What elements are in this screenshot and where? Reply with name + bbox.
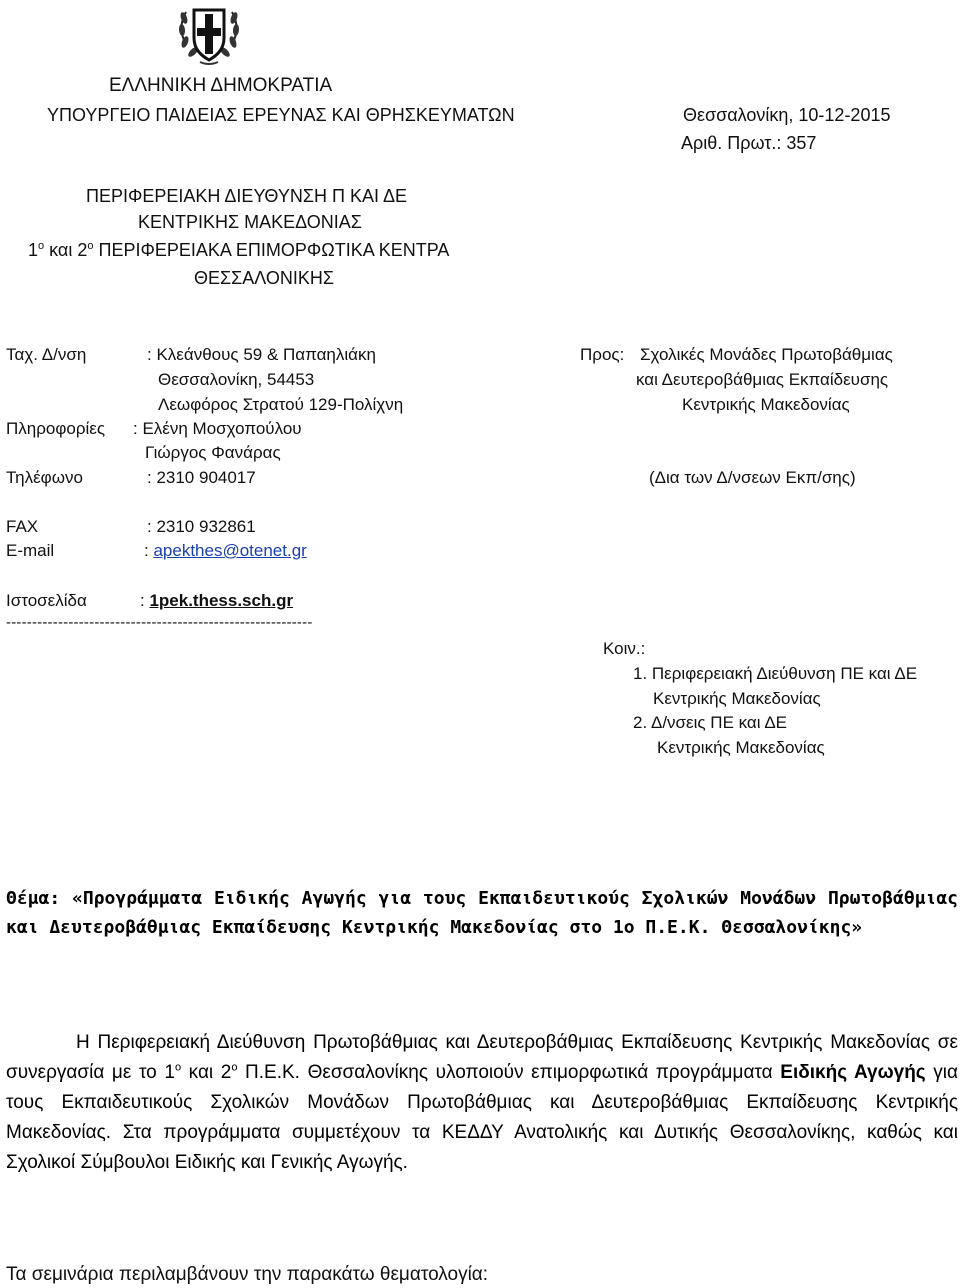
email-link[interactable]: apekthes@otenet.gr <box>153 541 307 560</box>
cc1-line1: 1. Περιφερειακή Διεύθυνση ΠΕ και ΔΕ <box>633 664 918 683</box>
email-label: E-mail <box>6 541 55 560</box>
to-line1: Σχολικές Μονάδες Πρωτοβάθμιας <box>640 345 893 364</box>
website-label: Ιστοσελίδα <box>6 591 87 610</box>
postal-line2: Θεσσαλονίκη, 54453 <box>158 370 315 389</box>
separator-line: ----------------------------------------------------------- <box>6 614 313 631</box>
website-row: : 1pek.thess.sch.gr <box>140 591 294 610</box>
postal-label: Ταχ. Δ/νση <box>6 345 87 364</box>
subject-heading: Θέμα: «Προγράμματα Ειδικής Αγωγής για τους Εκπαιδευτικούς Σχολικών Μονάδων Πρωτοβάθμιας και Δευτεροβάθμιας Εκπαίδευσης Κεντρικής Μακεδονίας στο 1ο Π.Ε.Κ. Θεσσαλονίκης» <box>6 888 958 938</box>
to-line2: και Δευτεροβάθμιας Εκπαίδευσης <box>636 370 889 389</box>
republic-title: ΕΛΛΗΝΙΚΗ ΔΗΜΟΚΡΑΤΙΑ <box>109 75 333 96</box>
cc1-line2: Κεντρικής Μακεδονίας <box>653 689 821 708</box>
city-title: ΘΕΣΣΑΛΟΝΙΚΗΣ <box>194 268 335 288</box>
fax-label: FAX <box>6 517 39 536</box>
document-date: Θεσσαλονίκη, 10-12-2015 <box>683 105 891 125</box>
info-line1: : Ελένη Μοσχοπούλου <box>133 419 302 438</box>
postal-line3: Λεωφόρος Στρατού 129-Πολίχνη <box>158 395 404 414</box>
email-row: : apekthes@otenet.gr <box>144 541 307 560</box>
info-line2: Γιώργος Φανάρας <box>145 443 281 462</box>
info-label: Πληροφορίες <box>6 419 106 438</box>
ministry-title: ΥΠΟΥΡΓΕΙΟ ΠΑΙΔΕΙΑΣ ΕΡΕΥΝΑΣ ΚΑΙ ΘΡΗΣΚΕΥΜΑΤΩΝ <box>47 105 515 125</box>
training-centers: $1^o$ και $2^o$ ΠΕΡΙΦΕΡΕΙΑΚΑ ΕΠΙΜΟΡΦΩΤΙΚΑ ΚΕΝΤΡΑ <box>28 240 450 260</box>
phone-value: : 2310 904017 <box>147 468 256 487</box>
fax-value: : 2310 932861 <box>147 517 256 536</box>
cc2-line2: Κεντρικής Μακεδονίας <box>657 738 825 757</box>
phone-label: Τηλέφωνο <box>6 468 83 487</box>
seminar-topics-intro: Τα σεμινάρια περιλαμβάνουν την παρακάτω θεματολογία: <box>6 1264 489 1285</box>
to-line3: Κεντρικής Μακεδονίας <box>682 395 850 414</box>
greek-coat-of-arms-icon <box>178 4 240 68</box>
postal-line1: : Κλεάνθους 59 & Παπαηλιάκη <box>147 345 376 364</box>
directorate-line2: ΚΕΝΤΡΙΚΗΣ ΜΑΚΕΔΟΝΙΑΣ <box>138 212 362 232</box>
website-link[interactable]: 1pek.thess.sch.gr <box>149 591 294 610</box>
special-education-emphasis: Ειδικής Αγωγής <box>780 1062 926 1083</box>
protocol-number: Αριθ. Πρωτ.: 357 <box>681 133 817 153</box>
body-paragraph: Η Περιφερειακή Διεύθυνση Πρωτοβάθμιας και Δευτεροβάθμιας Εκπαίδευσης Κεντρικής Μακεδονίας σε συνεργασία με το $1^o$ και $2^o$ Π.Ε.Κ. Θεσσαλονίκης υλοποιούν επιμορφωτικά προγράμματα Ειδικής Αγωγής για τους Εκπαιδευτικούς Σχολικών Μονάδων Πρωτοβάθμιας και Δευτεροβάθμιας Εκπαίδευσης Κεντρικής Μακεδονίας. Στα προγράμματα συμμετέχουν τα ΚΕΔΔΥ Ανατολικής και Δυτικής Θεσσαλονίκης, καθώς και Σχολικοί Σύμβουλοι Ειδικής και Γενικής Αγωγής. <box>6 1032 959 1173</box>
via-directorates: (Δια των Δ/νσεων Εκπ/σης) <box>649 468 856 487</box>
cc2-line1: 2. Δ/νσεις ΠΕ και ΔΕ <box>633 713 788 732</box>
to-label: Προς: <box>580 345 625 364</box>
directorate-line1: ΠΕΡΙΦΕΡΕΙΑΚΗ ΔΙΕΥΘΥΝΣΗ Π ΚΑΙ ΔΕ <box>86 186 408 206</box>
cc-label: Κοιν.: <box>603 639 646 658</box>
